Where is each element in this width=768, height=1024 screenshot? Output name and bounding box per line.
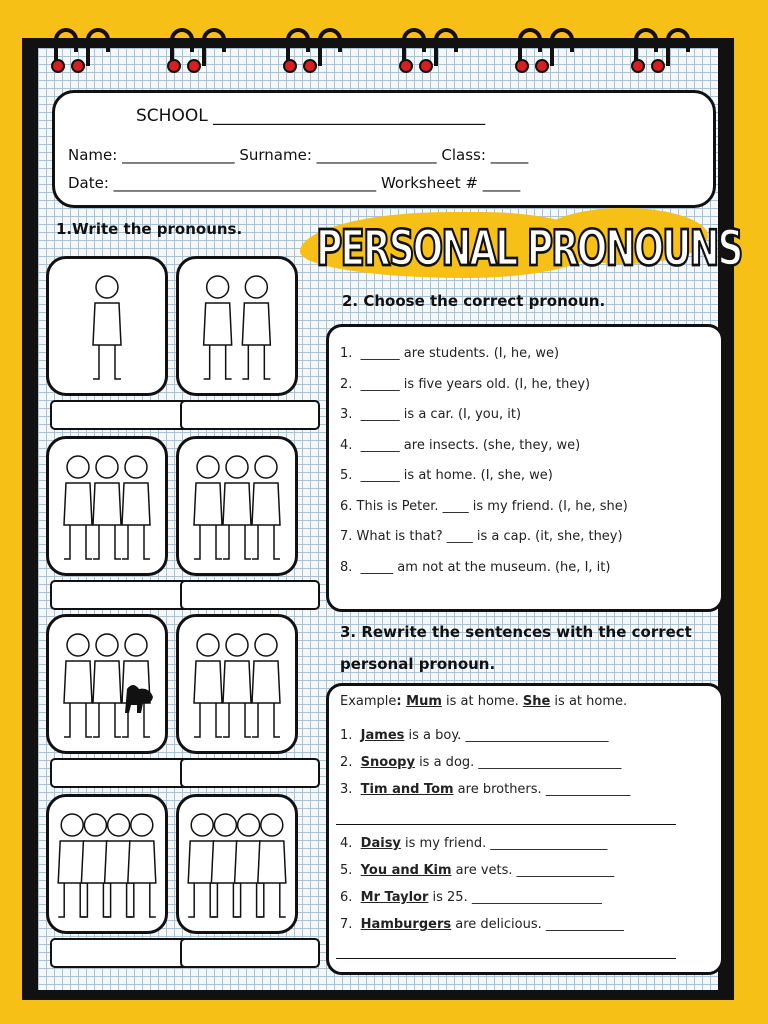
question-item[interactable]: 7. What is that? ____ is a cap. (it, she, they) — [340, 529, 623, 544]
ring-icon — [312, 22, 350, 74]
school-line[interactable]: SCHOOL ________________________________ — [136, 106, 486, 126]
rewrite-item[interactable]: 4. Daisy is my friend. __________________ — [340, 836, 608, 851]
date-worksheet-line[interactable]: Date: ___________________________________ Worksheet # _____ — [68, 174, 521, 192]
example-line: Example: Mum is at home. She is at home. — [340, 694, 628, 709]
people-picture — [46, 614, 168, 754]
ring-icon — [196, 22, 234, 74]
people-icon — [49, 617, 165, 751]
people-picture — [46, 794, 168, 934]
pronoun-answer-box[interactable] — [180, 758, 320, 788]
question-item[interactable]: 5. ______ is at home. (I, she, we) — [340, 468, 553, 483]
answer-line[interactable] — [336, 824, 676, 825]
question-item[interactable]: 1. ______ are students. (I, he, we) — [340, 346, 560, 361]
ring-icon — [428, 22, 466, 74]
rewrite-item[interactable]: 5. You and Kim are vets. _______________ — [340, 863, 615, 878]
people-icon — [49, 797, 165, 931]
pronoun-answer-box[interactable] — [180, 580, 320, 610]
pronoun-answer-box[interactable] — [50, 938, 190, 968]
page-title: PERSONAL PRONOUNS — [316, 222, 742, 278]
ring-icon — [544, 22, 582, 74]
rewrite-item[interactable]: 1. James is a boy. ______________________ — [340, 728, 609, 743]
question-item[interactable]: 8. _____ am not at the museum. (he, I, it) — [340, 559, 611, 575]
name-surname-class-line[interactable]: Name: _______________ Surname: ________________ Class: _____ — [68, 146, 529, 164]
people-icon — [179, 439, 295, 573]
people-picture — [176, 256, 298, 396]
rewrite-item[interactable]: 2. Snoopy is a dog. ______________________ — [340, 755, 622, 770]
people-icon — [49, 259, 165, 393]
ring-icon — [80, 22, 118, 74]
rewrite-item[interactable]: 3. Tim and Tom are brothers. _____________ — [340, 782, 631, 797]
section2-heading: 2. Choose the correct pronoun. — [342, 292, 606, 310]
people-picture — [176, 794, 298, 934]
pronoun-answer-box[interactable] — [50, 758, 190, 788]
people-icon — [179, 797, 295, 931]
people-picture — [46, 256, 168, 396]
question-item[interactable]: 3. ______ is a car. (I, you, it) — [340, 407, 522, 422]
people-picture — [46, 436, 168, 576]
question-item[interactable]: 2. ______ is five years old. (I, he, they) — [340, 376, 591, 392]
question-item[interactable]: 6. This is Peter. ____ is my friend. (I, he, she) — [340, 498, 628, 514]
rewrite-item[interactable]: 7. Hamburgers are delicious. ____________ — [340, 917, 624, 932]
answer-line[interactable] — [336, 958, 676, 959]
pronoun-answer-box[interactable] — [180, 938, 320, 968]
people-icon — [179, 617, 295, 751]
people-icon — [179, 259, 295, 393]
section1-heading: 1.Write the pronouns. — [56, 220, 243, 238]
people-picture — [176, 436, 298, 576]
section3-heading: 3. Rewrite the sentences with the correct personal pronoun. — [340, 623, 692, 673]
pronoun-answer-box[interactable] — [50, 580, 190, 610]
people-icon — [49, 439, 165, 573]
question-item[interactable]: 4. ______ are insects. (she, they, we) — [340, 437, 581, 453]
ring-icon — [660, 22, 698, 74]
rewrite-item[interactable]: 6. Mr Taylor is 25. ____________________ — [340, 890, 602, 905]
pronoun-answer-box[interactable] — [50, 400, 190, 430]
people-picture — [176, 614, 298, 754]
pronoun-answer-box[interactable] — [180, 400, 320, 430]
